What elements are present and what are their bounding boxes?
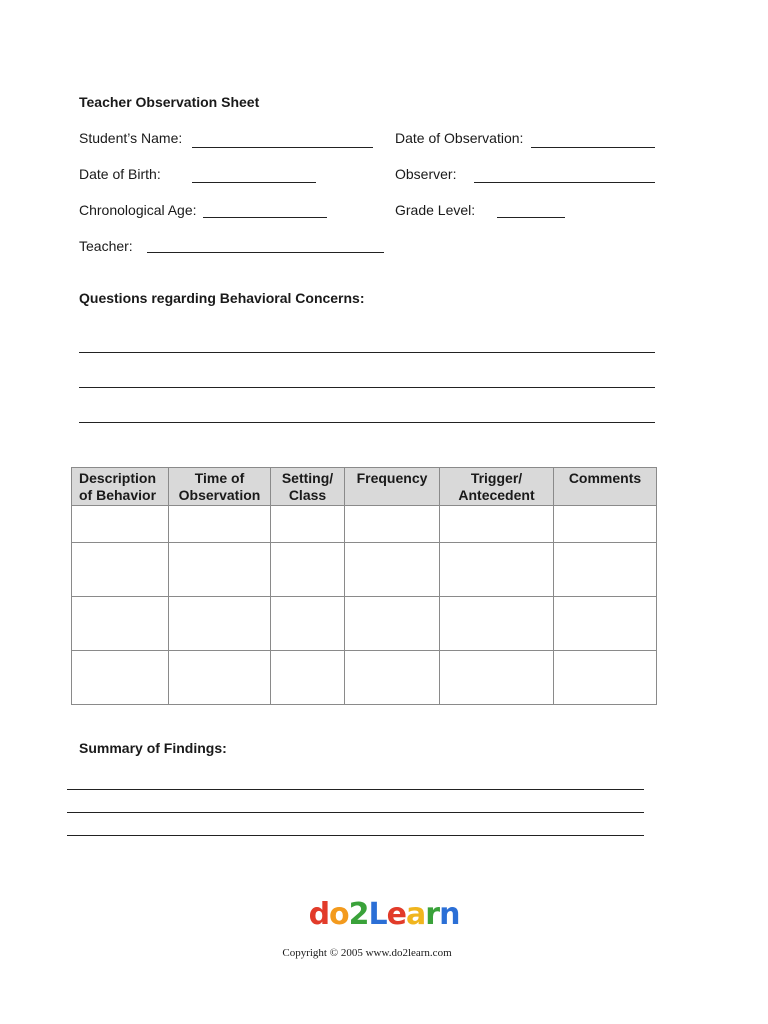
table-cell[interactable] [169,651,271,705]
table-cell[interactable] [554,597,657,651]
summary-line-2[interactable] [67,812,644,813]
logo-letter: 2 [348,897,369,932]
summary-line-1[interactable] [67,789,644,790]
logo-letter: o [329,897,349,932]
table-row [72,543,657,597]
logo-letter: n [439,897,460,932]
observation-table [71,467,657,705]
logo-letter: L [368,897,387,932]
table-cell[interactable] [345,651,440,705]
table-cell[interactable] [440,651,554,705]
table-row [72,506,657,543]
date-of-birth-label: Date of Birth: [79,166,161,182]
table-cell[interactable] [169,506,271,543]
summary-line-3[interactable] [67,835,644,836]
do2learn-logo [0,897,768,932]
header-setting-class: Setting/ Class [271,468,345,506]
header-description-of-behavior: Description of Behavior [72,468,169,506]
chronological-age-field[interactable] [203,217,327,218]
questions-line-1[interactable] [79,352,655,353]
header-comments: Comments [554,468,657,506]
table-cell[interactable] [271,543,345,597]
header-time-of-observation: Time of Observation [169,468,271,506]
table-row [72,597,657,651]
logo-letters [309,897,460,932]
logo-letter: e [386,897,407,932]
logo-letter: a [406,897,426,932]
chronological-age-label: Chronological Age: [79,202,197,218]
table-cell[interactable] [554,543,657,597]
questions-line-2[interactable] [79,387,655,388]
date-of-observation-label: Date of Observation: [395,130,524,146]
questions-line-3[interactable] [79,422,655,423]
observer-label: Observer: [395,166,457,182]
summary-heading: Summary of Findings: [79,740,227,756]
grade-level-label: Grade Level: [395,202,476,218]
table-cell[interactable] [72,597,169,651]
table-cell[interactable] [169,597,271,651]
table-cell[interactable] [554,506,657,543]
questions-heading: Questions regarding Behavioral Concerns: [79,290,365,306]
table-cell[interactable] [345,506,440,543]
header-frequency: Frequency [345,468,440,506]
logo-letter: d [308,897,330,932]
table-cell[interactable] [554,651,657,705]
date-of-observation-field[interactable] [531,147,655,148]
table-cell[interactable] [271,506,345,543]
table-cell[interactable] [440,543,554,597]
table-cell[interactable] [72,543,169,597]
table-row [72,651,657,705]
table-cell[interactable] [440,597,554,651]
table-header-row [72,468,657,506]
table-cell[interactable] [271,597,345,651]
table-cell[interactable] [440,506,554,543]
table-cell[interactable] [72,506,169,543]
grade-level-field[interactable] [497,217,565,218]
logo-letter: r [425,897,440,932]
table-cell[interactable] [345,597,440,651]
table-cell[interactable] [72,651,169,705]
teacher-label: Teacher: [79,238,133,254]
copyright-text: Copyright © 2005 www.do2learn.com [282,947,452,959]
form-title: Teacher Observation Sheet [79,94,260,110]
date-of-birth-field[interactable] [192,182,316,183]
table-cell[interactable] [345,543,440,597]
table-cell[interactable] [271,651,345,705]
student-name-field[interactable] [192,147,373,148]
student-name-label: Student’s Name: [79,130,183,146]
observer-field[interactable] [474,182,655,183]
teacher-field[interactable] [147,252,384,253]
header-trigger-antecedent: Trigger/ Antecedent [440,468,554,506]
table-cell[interactable] [169,543,271,597]
